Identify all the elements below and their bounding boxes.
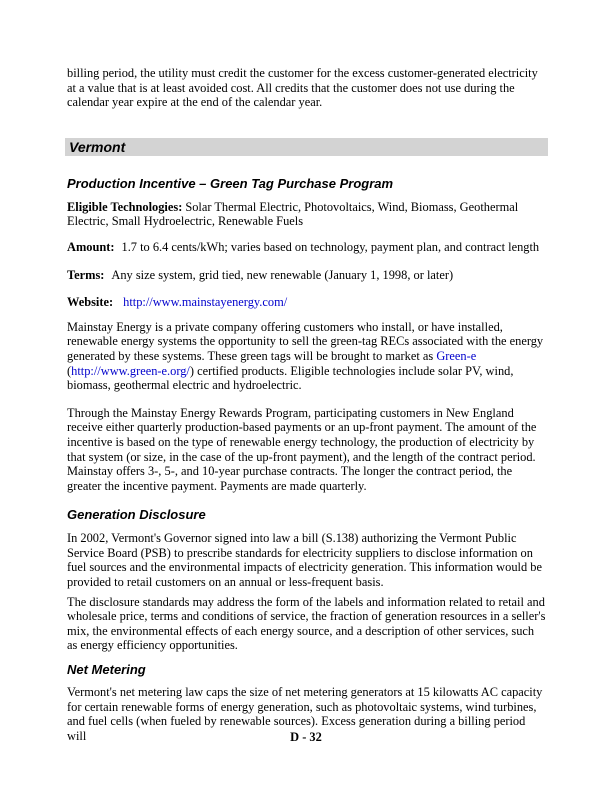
state-section-header <box>65 138 548 156</box>
net-metering-paragraph: Vermont's net metering law caps the size of net metering generators at 15 kilowatts AC capacity for certain renewable forms of energy generation, such as photovoltaic systems, wind turbines, and fuel cells (when fueled by renewable sources). Excess generation during a billing period will <box>67 685 543 743</box>
page-number-footer: D - 32 <box>290 730 322 744</box>
field-terms <box>67 268 546 283</box>
program-heading: Production Incentive – Green Tag Purchase Program <box>67 175 394 191</box>
field-eligible-value: Solar Thermal Electric, Photovoltaics, Wind, Biomass, Geothermal Electric, Small Hydroelectric, Renewable Fuels <box>67 199 519 229</box>
field-eligible-technologies <box>67 200 546 229</box>
field-amount-value: 1.7 to 6.4 cents/kWh; varies based on technology, payment plan, and contract length <box>121 239 540 254</box>
state-section-title: Vermont <box>69 138 126 155</box>
field-terms-label: Terms: <box>67 267 105 282</box>
field-eligible-label: Eligible Technologies: <box>67 199 183 214</box>
field-website <box>67 295 546 310</box>
mainstay-paragraph-text-1: Mainstay Energy is a private company offering customers who install, or have installed, renewable energy systems the opportunity to sell the green-tag RECs associated with the energy generated by these systems. These green tags will be brought to market as <box>67 319 544 363</box>
mainstay-paragraph-text-3: ) certified products. Eligible technologies include solar PV, wind, biomass, geothermal electric and hydroelectric. <box>67 363 514 393</box>
page-content <box>67 66 546 743</box>
field-terms-value: Any size system, grid tied, new renewable (January 1, 1998, or later) <box>111 267 454 282</box>
generation-paragraph-2: The disclosure standards may address the form of the labels and information related to retail and wholesale price, terms and conditions of service, the fraction of generation resources in a seller's mix, the environmental effects of each energy source, and a description of other services, such as energy efficiency opportunities. <box>67 594 546 653</box>
mainstay-paragraph-text-2: ( <box>67 363 72 378</box>
intro-paragraph: billing period, the utility must credit the customer for the excess customer-generated electricity at a value that is at least avoided cost. All credits that the customer does not use during the calendar year expire at the end of the calendar year. <box>67 66 538 110</box>
field-website-label: Website: <box>67 295 114 310</box>
generation-disclosure-heading: Generation Disclosure <box>67 507 206 523</box>
generation-paragraph-1: In 2002, Vermont's Governor signed into law a bill (S.138) authorizing the Vermont Public Service Board (PSB) to prescribe standards for electricity suppliers to disclose information on fuel sources and the environmental impacts of electricity generation. This information would be provided to retail customers on an annual or less-frequent basis. <box>67 531 542 590</box>
green-e-link[interactable]: Green-e <box>436 348 477 363</box>
field-amount <box>67 240 546 255</box>
field-amount-label: Amount: <box>67 239 115 254</box>
green-e-url-link[interactable]: http://www.green-e.org/ <box>71 363 190 378</box>
mainstay-energy-link[interactable]: http://www.mainstayenergy.com/ <box>123 295 288 310</box>
net-metering-heading: Net Metering <box>67 662 146 678</box>
rewards-paragraph: Through the Mainstay Energy Rewards Program, participating customers in New England receive either quarterly production-based payments or an up-front payment. The amount of the incentive is based on the type of renewable energy technology, the production of electricity by that system (or size, in the case of the up-front payment), and the length of the contract period. Mainstay offers 3-, 5-, and 10-year purchase contracts. The longer the contract period, the greater the incentive payment. Payments are made quarterly. <box>67 405 537 493</box>
mainstay-paragraph <box>67 320 546 393</box>
